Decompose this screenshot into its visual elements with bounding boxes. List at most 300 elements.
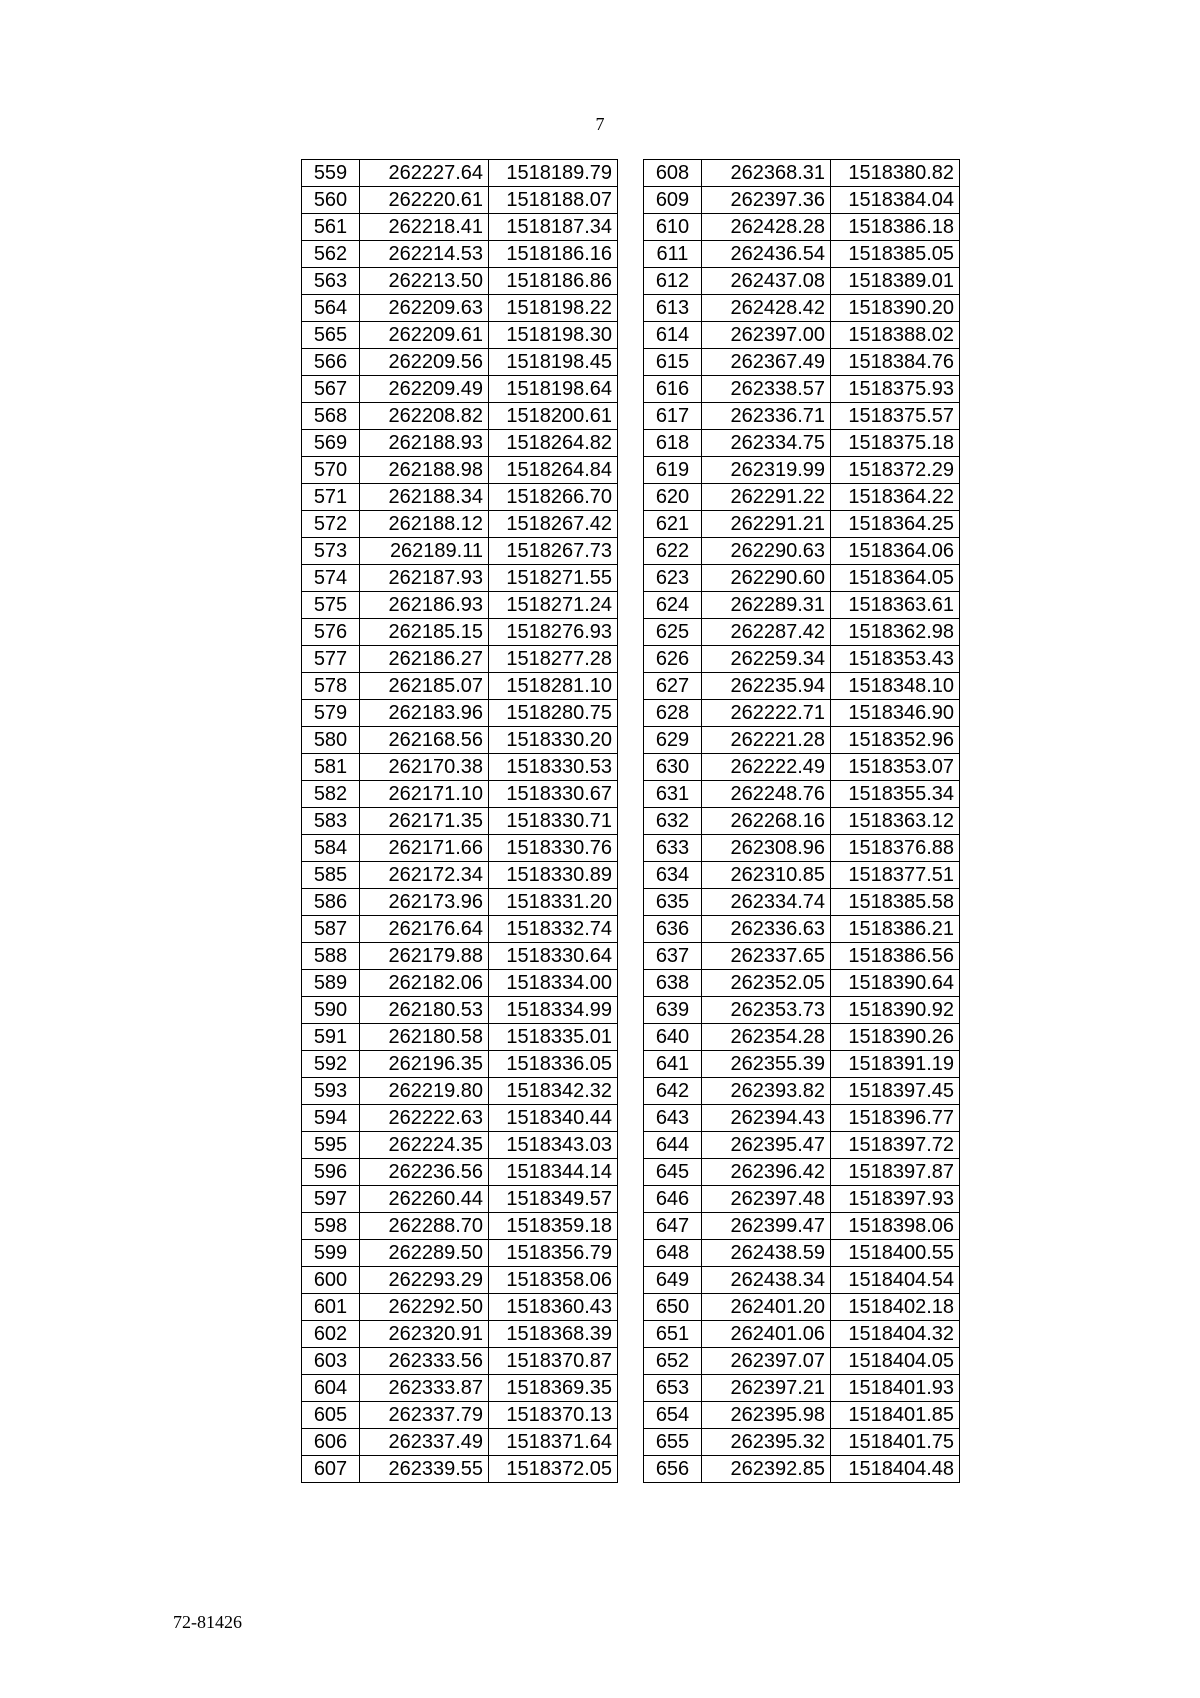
point-number-cell: 585 bbox=[302, 862, 360, 889]
y-coordinate-cell: 1518352.96 bbox=[831, 727, 960, 754]
x-coordinate-cell: 262310.85 bbox=[702, 862, 831, 889]
point-number-cell: 610 bbox=[644, 214, 702, 241]
point-number-cell: 653 bbox=[644, 1375, 702, 1402]
y-coordinate-cell: 1518391.19 bbox=[831, 1051, 960, 1078]
table-row bbox=[302, 781, 618, 808]
y-coordinate-cell: 1518363.12 bbox=[831, 808, 960, 835]
table-row bbox=[302, 565, 618, 592]
point-number-cell: 623 bbox=[644, 565, 702, 592]
x-coordinate-cell: 262291.21 bbox=[702, 511, 831, 538]
y-coordinate-cell: 1518372.29 bbox=[831, 457, 960, 484]
point-number-cell: 583 bbox=[302, 808, 360, 835]
y-coordinate-cell: 1518348.10 bbox=[831, 673, 960, 700]
y-coordinate-cell: 1518334.00 bbox=[489, 970, 618, 997]
table-row bbox=[644, 484, 960, 511]
table-row bbox=[302, 295, 618, 322]
point-number-cell: 643 bbox=[644, 1105, 702, 1132]
point-number-cell: 615 bbox=[644, 349, 702, 376]
table-row bbox=[302, 916, 618, 943]
point-number-cell: 628 bbox=[644, 700, 702, 727]
y-coordinate-cell: 1518404.32 bbox=[831, 1321, 960, 1348]
x-coordinate-cell: 262352.05 bbox=[702, 970, 831, 997]
y-coordinate-cell: 1518390.92 bbox=[831, 997, 960, 1024]
point-number-cell: 572 bbox=[302, 511, 360, 538]
point-number-cell: 581 bbox=[302, 754, 360, 781]
y-coordinate-cell: 1518388.02 bbox=[831, 322, 960, 349]
y-coordinate-cell: 1518375.57 bbox=[831, 403, 960, 430]
y-coordinate-cell: 1518198.64 bbox=[489, 376, 618, 403]
x-coordinate-cell: 262437.08 bbox=[702, 268, 831, 295]
table-row bbox=[302, 619, 618, 646]
table-row bbox=[302, 1429, 618, 1456]
y-coordinate-cell: 1518364.06 bbox=[831, 538, 960, 565]
table-row bbox=[302, 754, 618, 781]
point-number-cell: 634 bbox=[644, 862, 702, 889]
table-row bbox=[302, 1348, 618, 1375]
point-number-cell: 582 bbox=[302, 781, 360, 808]
x-coordinate-cell: 262392.85 bbox=[702, 1456, 831, 1483]
table-row bbox=[644, 403, 960, 430]
table-row bbox=[302, 1294, 618, 1321]
point-number-cell: 563 bbox=[302, 268, 360, 295]
table-row bbox=[302, 322, 618, 349]
point-number-cell: 566 bbox=[302, 349, 360, 376]
point-number-cell: 569 bbox=[302, 430, 360, 457]
point-number-cell: 606 bbox=[302, 1429, 360, 1456]
coordinates-table-left bbox=[301, 159, 618, 1483]
x-coordinate-cell: 262397.21 bbox=[702, 1375, 831, 1402]
point-number-cell: 650 bbox=[644, 1294, 702, 1321]
y-coordinate-cell: 1518370.13 bbox=[489, 1402, 618, 1429]
table-row bbox=[302, 457, 618, 484]
point-number-cell: 568 bbox=[302, 403, 360, 430]
y-coordinate-cell: 1518198.30 bbox=[489, 322, 618, 349]
point-number-cell: 639 bbox=[644, 997, 702, 1024]
x-coordinate-cell: 262334.75 bbox=[702, 430, 831, 457]
x-coordinate-cell: 262222.49 bbox=[702, 754, 831, 781]
x-coordinate-cell: 262337.49 bbox=[360, 1429, 489, 1456]
table-row bbox=[644, 241, 960, 268]
table-row bbox=[302, 943, 618, 970]
table-row bbox=[644, 1348, 960, 1375]
point-number-cell: 637 bbox=[644, 943, 702, 970]
x-coordinate-cell: 262171.66 bbox=[360, 835, 489, 862]
table-row bbox=[302, 835, 618, 862]
table-row bbox=[302, 241, 618, 268]
table-row bbox=[644, 727, 960, 754]
point-number-cell: 592 bbox=[302, 1051, 360, 1078]
table-row bbox=[644, 1321, 960, 1348]
x-coordinate-cell: 262260.44 bbox=[360, 1186, 489, 1213]
point-number-cell: 589 bbox=[302, 970, 360, 997]
x-coordinate-cell: 262172.34 bbox=[360, 862, 489, 889]
x-coordinate-cell: 262308.96 bbox=[702, 835, 831, 862]
table-row bbox=[644, 1213, 960, 1240]
y-coordinate-cell: 1518271.24 bbox=[489, 592, 618, 619]
y-coordinate-cell: 1518266.70 bbox=[489, 484, 618, 511]
point-number-cell: 587 bbox=[302, 916, 360, 943]
x-coordinate-cell: 262176.64 bbox=[360, 916, 489, 943]
table-row bbox=[302, 403, 618, 430]
table-row bbox=[644, 673, 960, 700]
table-row bbox=[644, 1024, 960, 1051]
x-coordinate-cell: 262213.50 bbox=[360, 268, 489, 295]
table-row bbox=[302, 376, 618, 403]
table-row bbox=[644, 592, 960, 619]
table-row bbox=[644, 349, 960, 376]
x-coordinate-cell: 262293.29 bbox=[360, 1267, 489, 1294]
y-coordinate-cell: 1518332.74 bbox=[489, 916, 618, 943]
x-coordinate-cell: 262214.53 bbox=[360, 241, 489, 268]
point-number-cell: 580 bbox=[302, 727, 360, 754]
table-row bbox=[644, 295, 960, 322]
point-number-cell: 638 bbox=[644, 970, 702, 997]
x-coordinate-cell: 262399.47 bbox=[702, 1213, 831, 1240]
point-number-cell: 574 bbox=[302, 565, 360, 592]
point-number-cell: 605 bbox=[302, 1402, 360, 1429]
table-row bbox=[644, 1105, 960, 1132]
x-coordinate-cell: 262235.94 bbox=[702, 673, 831, 700]
y-coordinate-cell: 1518384.04 bbox=[831, 187, 960, 214]
x-coordinate-cell: 262401.20 bbox=[702, 1294, 831, 1321]
table-row bbox=[302, 1267, 618, 1294]
table-row bbox=[644, 1132, 960, 1159]
table-row bbox=[644, 160, 960, 187]
x-coordinate-cell: 262180.58 bbox=[360, 1024, 489, 1051]
point-number-cell: 598 bbox=[302, 1213, 360, 1240]
point-number-cell: 619 bbox=[644, 457, 702, 484]
table-row bbox=[644, 1078, 960, 1105]
y-coordinate-cell: 1518401.93 bbox=[831, 1375, 960, 1402]
x-coordinate-cell: 262394.43 bbox=[702, 1105, 831, 1132]
x-coordinate-cell: 262186.27 bbox=[360, 646, 489, 673]
table-row bbox=[302, 1186, 618, 1213]
point-number-cell: 649 bbox=[644, 1267, 702, 1294]
point-number-cell: 651 bbox=[644, 1321, 702, 1348]
y-coordinate-cell: 1518264.84 bbox=[489, 457, 618, 484]
point-number-cell: 641 bbox=[644, 1051, 702, 1078]
x-coordinate-cell: 262248.76 bbox=[702, 781, 831, 808]
y-coordinate-cell: 1518370.87 bbox=[489, 1348, 618, 1375]
point-number-cell: 596 bbox=[302, 1159, 360, 1186]
point-number-cell: 597 bbox=[302, 1186, 360, 1213]
table-row bbox=[302, 1105, 618, 1132]
x-coordinate-cell: 262401.06 bbox=[702, 1321, 831, 1348]
y-coordinate-cell: 1518343.03 bbox=[489, 1132, 618, 1159]
y-coordinate-cell: 1518200.61 bbox=[489, 403, 618, 430]
table-row bbox=[302, 268, 618, 295]
point-number-cell: 579 bbox=[302, 700, 360, 727]
x-coordinate-cell: 262367.49 bbox=[702, 349, 831, 376]
x-coordinate-cell: 262182.06 bbox=[360, 970, 489, 997]
y-coordinate-cell: 1518359.18 bbox=[489, 1213, 618, 1240]
point-number-cell: 560 bbox=[302, 187, 360, 214]
x-coordinate-cell: 262219.80 bbox=[360, 1078, 489, 1105]
x-coordinate-cell: 262188.34 bbox=[360, 484, 489, 511]
x-coordinate-cell: 262188.93 bbox=[360, 430, 489, 457]
table-row bbox=[302, 1375, 618, 1402]
x-coordinate-cell: 262395.32 bbox=[702, 1429, 831, 1456]
y-coordinate-cell: 1518375.18 bbox=[831, 430, 960, 457]
point-number-cell: 646 bbox=[644, 1186, 702, 1213]
x-coordinate-cell: 262337.79 bbox=[360, 1402, 489, 1429]
y-coordinate-cell: 1518342.32 bbox=[489, 1078, 618, 1105]
table-row bbox=[302, 484, 618, 511]
point-number-cell: 652 bbox=[644, 1348, 702, 1375]
x-coordinate-cell: 262395.98 bbox=[702, 1402, 831, 1429]
x-coordinate-cell: 262393.82 bbox=[702, 1078, 831, 1105]
point-number-cell: 654 bbox=[644, 1402, 702, 1429]
x-coordinate-cell: 262438.34 bbox=[702, 1267, 831, 1294]
x-coordinate-cell: 262186.93 bbox=[360, 592, 489, 619]
point-number-cell: 655 bbox=[644, 1429, 702, 1456]
x-coordinate-cell: 262291.22 bbox=[702, 484, 831, 511]
y-coordinate-cell: 1518404.54 bbox=[831, 1267, 960, 1294]
y-coordinate-cell: 1518356.79 bbox=[489, 1240, 618, 1267]
y-coordinate-cell: 1518389.01 bbox=[831, 268, 960, 295]
point-number-cell: 622 bbox=[644, 538, 702, 565]
x-coordinate-cell: 262290.60 bbox=[702, 565, 831, 592]
table-row bbox=[644, 1159, 960, 1186]
y-coordinate-cell: 1518271.55 bbox=[489, 565, 618, 592]
y-coordinate-cell: 1518330.67 bbox=[489, 781, 618, 808]
point-number-cell: 613 bbox=[644, 295, 702, 322]
y-coordinate-cell: 1518330.71 bbox=[489, 808, 618, 835]
point-number-cell: 642 bbox=[644, 1078, 702, 1105]
x-coordinate-cell: 262337.65 bbox=[702, 943, 831, 970]
point-number-cell: 588 bbox=[302, 943, 360, 970]
table-row bbox=[302, 1240, 618, 1267]
x-coordinate-cell: 262338.57 bbox=[702, 376, 831, 403]
y-coordinate-cell: 1518330.89 bbox=[489, 862, 618, 889]
y-coordinate-cell: 1518188.07 bbox=[489, 187, 618, 214]
x-coordinate-cell: 262188.98 bbox=[360, 457, 489, 484]
point-number-cell: 617 bbox=[644, 403, 702, 430]
y-coordinate-cell: 1518189.79 bbox=[489, 160, 618, 187]
table-row bbox=[644, 1294, 960, 1321]
y-coordinate-cell: 1518363.61 bbox=[831, 592, 960, 619]
x-coordinate-cell: 262438.59 bbox=[702, 1240, 831, 1267]
x-coordinate-cell: 262334.74 bbox=[702, 889, 831, 916]
y-coordinate-cell: 1518386.56 bbox=[831, 943, 960, 970]
y-coordinate-cell: 1518353.43 bbox=[831, 646, 960, 673]
y-coordinate-cell: 1518187.34 bbox=[489, 214, 618, 241]
x-coordinate-cell: 262288.70 bbox=[360, 1213, 489, 1240]
table-row bbox=[302, 1321, 618, 1348]
x-coordinate-cell: 262218.41 bbox=[360, 214, 489, 241]
table-row bbox=[644, 808, 960, 835]
y-coordinate-cell: 1518330.76 bbox=[489, 835, 618, 862]
x-coordinate-cell: 262222.63 bbox=[360, 1105, 489, 1132]
x-coordinate-cell: 262183.96 bbox=[360, 700, 489, 727]
point-number-cell: 621 bbox=[644, 511, 702, 538]
table-row bbox=[302, 349, 618, 376]
y-coordinate-cell: 1518330.20 bbox=[489, 727, 618, 754]
y-coordinate-cell: 1518397.87 bbox=[831, 1159, 960, 1186]
point-number-cell: 624 bbox=[644, 592, 702, 619]
y-coordinate-cell: 1518281.10 bbox=[489, 673, 618, 700]
x-coordinate-cell: 262209.56 bbox=[360, 349, 489, 376]
point-number-cell: 647 bbox=[644, 1213, 702, 1240]
table-row bbox=[302, 700, 618, 727]
y-coordinate-cell: 1518401.85 bbox=[831, 1402, 960, 1429]
y-coordinate-cell: 1518371.64 bbox=[489, 1429, 618, 1456]
table-row bbox=[302, 997, 618, 1024]
y-coordinate-cell: 1518390.20 bbox=[831, 295, 960, 322]
y-coordinate-cell: 1518404.05 bbox=[831, 1348, 960, 1375]
table-row bbox=[644, 322, 960, 349]
point-number-cell: 616 bbox=[644, 376, 702, 403]
y-coordinate-cell: 1518386.18 bbox=[831, 214, 960, 241]
point-number-cell: 564 bbox=[302, 295, 360, 322]
point-number-cell: 599 bbox=[302, 1240, 360, 1267]
x-coordinate-cell: 262188.12 bbox=[360, 511, 489, 538]
point-number-cell: 633 bbox=[644, 835, 702, 862]
y-coordinate-cell: 1518390.26 bbox=[831, 1024, 960, 1051]
point-number-cell: 603 bbox=[302, 1348, 360, 1375]
table-row bbox=[644, 619, 960, 646]
table-row bbox=[644, 997, 960, 1024]
point-number-cell: 600 bbox=[302, 1267, 360, 1294]
point-number-cell: 584 bbox=[302, 835, 360, 862]
point-number-cell: 645 bbox=[644, 1159, 702, 1186]
x-coordinate-cell: 262179.88 bbox=[360, 943, 489, 970]
table-row bbox=[302, 889, 618, 916]
table-row bbox=[644, 889, 960, 916]
point-number-cell: 627 bbox=[644, 673, 702, 700]
table-row bbox=[644, 781, 960, 808]
point-number-cell: 576 bbox=[302, 619, 360, 646]
x-coordinate-cell: 262168.56 bbox=[360, 727, 489, 754]
x-coordinate-cell: 262333.56 bbox=[360, 1348, 489, 1375]
point-number-cell: 635 bbox=[644, 889, 702, 916]
table-row bbox=[644, 538, 960, 565]
x-coordinate-cell: 262227.64 bbox=[360, 160, 489, 187]
x-coordinate-cell: 262368.31 bbox=[702, 160, 831, 187]
table-row bbox=[302, 970, 618, 997]
x-coordinate-cell: 262290.63 bbox=[702, 538, 831, 565]
x-coordinate-cell: 262397.36 bbox=[702, 187, 831, 214]
x-coordinate-cell: 262289.31 bbox=[702, 592, 831, 619]
point-number-cell: 626 bbox=[644, 646, 702, 673]
y-coordinate-cell: 1518384.76 bbox=[831, 349, 960, 376]
y-coordinate-cell: 1518385.05 bbox=[831, 241, 960, 268]
y-coordinate-cell: 1518402.18 bbox=[831, 1294, 960, 1321]
point-number-cell: 631 bbox=[644, 781, 702, 808]
table-row bbox=[644, 214, 960, 241]
table-row bbox=[644, 700, 960, 727]
x-coordinate-cell: 262170.38 bbox=[360, 754, 489, 781]
point-number-cell: 559 bbox=[302, 160, 360, 187]
page-number: 7 bbox=[595, 114, 605, 134]
table-row bbox=[644, 835, 960, 862]
y-coordinate-cell: 1518340.44 bbox=[489, 1105, 618, 1132]
y-coordinate-cell: 1518401.75 bbox=[831, 1429, 960, 1456]
point-number-cell: 612 bbox=[644, 268, 702, 295]
y-coordinate-cell: 1518349.57 bbox=[489, 1186, 618, 1213]
y-coordinate-cell: 1518336.05 bbox=[489, 1051, 618, 1078]
y-coordinate-cell: 1518385.58 bbox=[831, 889, 960, 916]
y-coordinate-cell: 1518364.22 bbox=[831, 484, 960, 511]
x-coordinate-cell: 262209.61 bbox=[360, 322, 489, 349]
x-coordinate-cell: 262397.48 bbox=[702, 1186, 831, 1213]
table-row bbox=[302, 1159, 618, 1186]
y-coordinate-cell: 1518397.72 bbox=[831, 1132, 960, 1159]
y-coordinate-cell: 1518280.75 bbox=[489, 700, 618, 727]
table-row bbox=[302, 808, 618, 835]
y-coordinate-cell: 1518404.48 bbox=[831, 1456, 960, 1483]
point-number-cell: 573 bbox=[302, 538, 360, 565]
point-number-cell: 590 bbox=[302, 997, 360, 1024]
point-number-cell: 609 bbox=[644, 187, 702, 214]
x-coordinate-cell: 262196.35 bbox=[360, 1051, 489, 1078]
y-coordinate-cell: 1518353.07 bbox=[831, 754, 960, 781]
y-coordinate-cell: 1518277.28 bbox=[489, 646, 618, 673]
y-coordinate-cell: 1518198.45 bbox=[489, 349, 618, 376]
table-row bbox=[644, 376, 960, 403]
point-number-cell: 570 bbox=[302, 457, 360, 484]
point-number-cell: 586 bbox=[302, 889, 360, 916]
point-number-cell: 562 bbox=[302, 241, 360, 268]
x-coordinate-cell: 262397.00 bbox=[702, 322, 831, 349]
y-coordinate-cell: 1518390.64 bbox=[831, 970, 960, 997]
table-row bbox=[644, 943, 960, 970]
point-number-cell: 656 bbox=[644, 1456, 702, 1483]
table-row bbox=[302, 727, 618, 754]
y-coordinate-cell: 1518276.93 bbox=[489, 619, 618, 646]
point-number-cell: 595 bbox=[302, 1132, 360, 1159]
y-coordinate-cell: 1518360.43 bbox=[489, 1294, 618, 1321]
table-row bbox=[644, 1402, 960, 1429]
table-row bbox=[644, 1375, 960, 1402]
x-coordinate-cell: 262333.87 bbox=[360, 1375, 489, 1402]
table-row bbox=[644, 268, 960, 295]
x-coordinate-cell: 262224.35 bbox=[360, 1132, 489, 1159]
x-coordinate-cell: 262287.42 bbox=[702, 619, 831, 646]
x-coordinate-cell: 262292.50 bbox=[360, 1294, 489, 1321]
table-row bbox=[302, 592, 618, 619]
point-number-cell: 644 bbox=[644, 1132, 702, 1159]
x-coordinate-cell: 262209.49 bbox=[360, 376, 489, 403]
x-coordinate-cell: 262209.63 bbox=[360, 295, 489, 322]
y-coordinate-cell: 1518198.22 bbox=[489, 295, 618, 322]
x-coordinate-cell: 262395.47 bbox=[702, 1132, 831, 1159]
x-coordinate-cell: 262355.39 bbox=[702, 1051, 831, 1078]
x-coordinate-cell: 262187.93 bbox=[360, 565, 489, 592]
x-coordinate-cell: 262268.16 bbox=[702, 808, 831, 835]
y-coordinate-cell: 1518330.64 bbox=[489, 943, 618, 970]
table-row bbox=[302, 187, 618, 214]
table-row bbox=[302, 1213, 618, 1240]
table-row bbox=[302, 538, 618, 565]
y-coordinate-cell: 1518377.51 bbox=[831, 862, 960, 889]
x-coordinate-cell: 262289.50 bbox=[360, 1240, 489, 1267]
table-row bbox=[644, 1240, 960, 1267]
y-coordinate-cell: 1518386.21 bbox=[831, 916, 960, 943]
table-row bbox=[644, 565, 960, 592]
point-number-cell: 565 bbox=[302, 322, 360, 349]
table-row bbox=[302, 1024, 618, 1051]
point-number-cell: 602 bbox=[302, 1321, 360, 1348]
y-coordinate-cell: 1518334.99 bbox=[489, 997, 618, 1024]
table-row bbox=[302, 1051, 618, 1078]
table-row bbox=[302, 646, 618, 673]
y-coordinate-cell: 1518397.93 bbox=[831, 1186, 960, 1213]
x-coordinate-cell: 262354.28 bbox=[702, 1024, 831, 1051]
y-coordinate-cell: 1518186.86 bbox=[489, 268, 618, 295]
y-coordinate-cell: 1518372.05 bbox=[489, 1456, 618, 1483]
x-coordinate-cell: 262185.15 bbox=[360, 619, 489, 646]
